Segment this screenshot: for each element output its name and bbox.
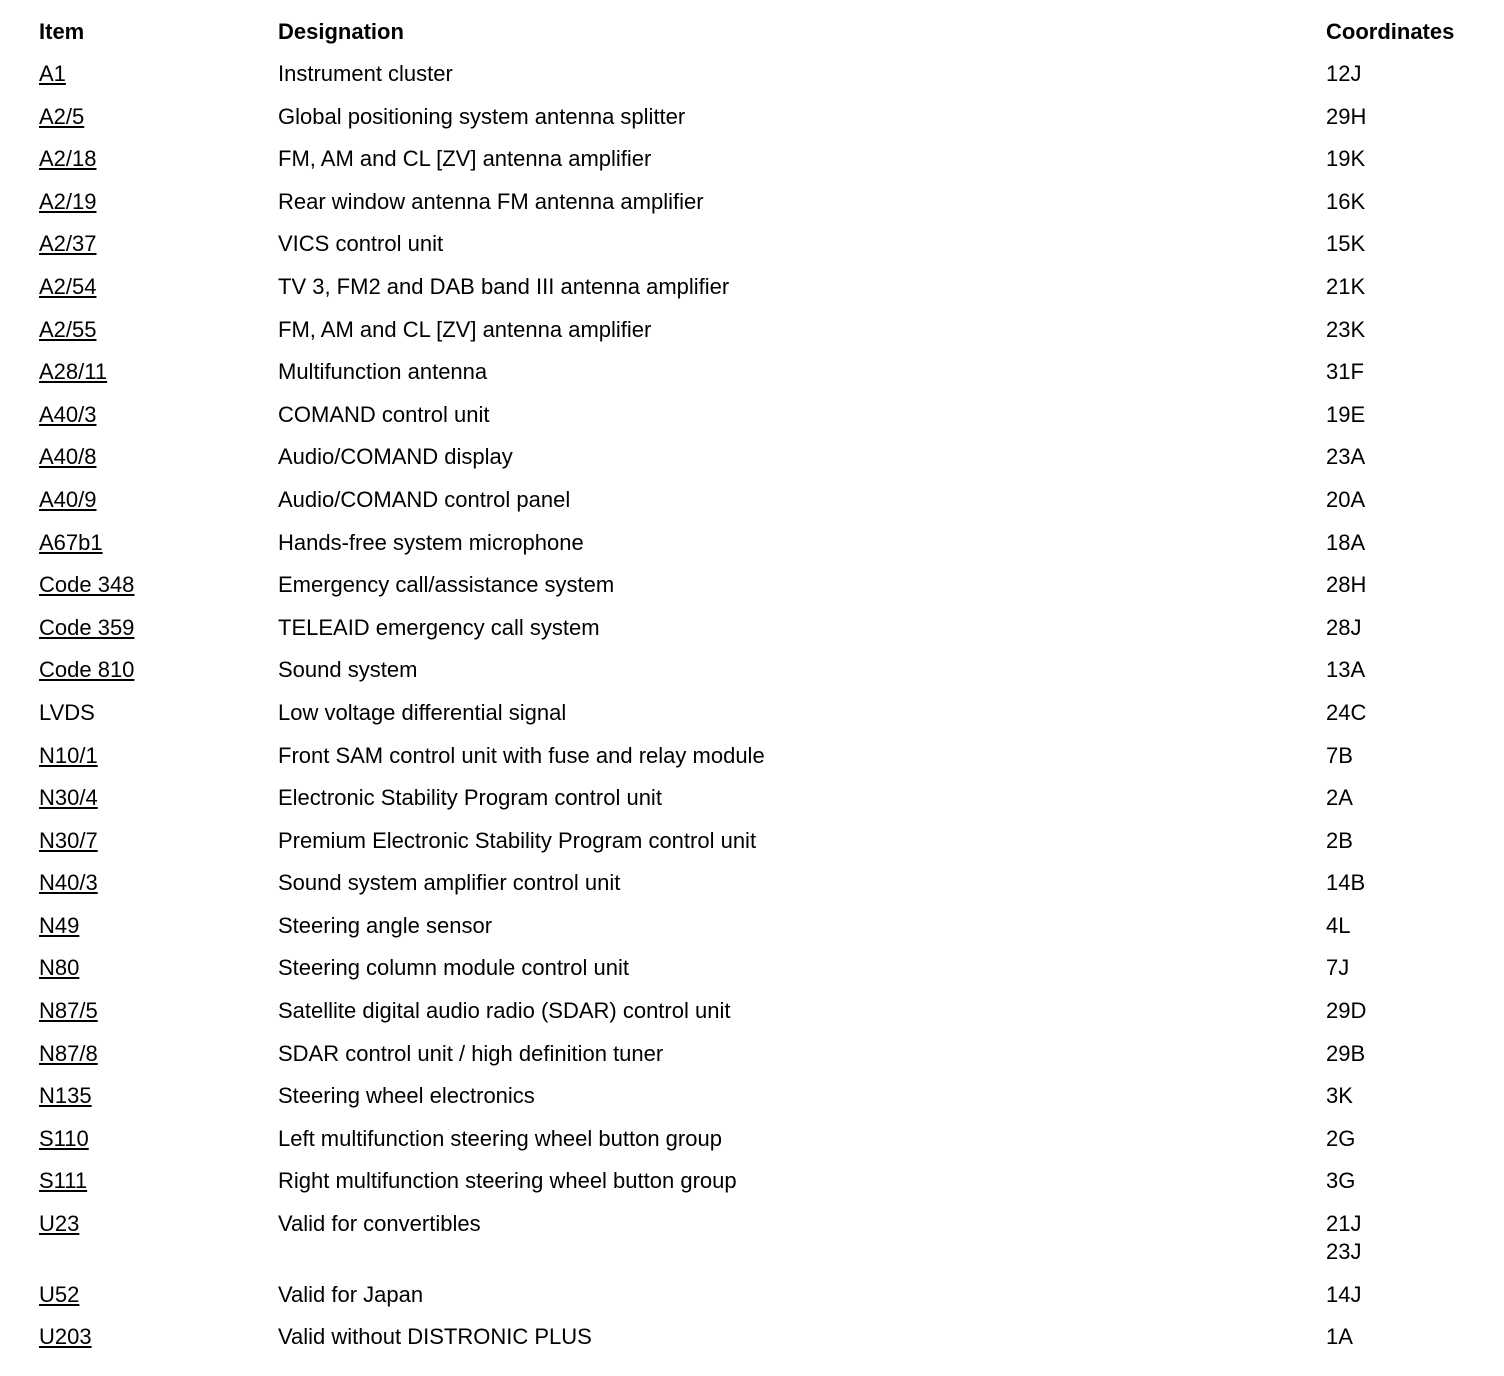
coordinate-value: 23J — [1326, 1239, 1362, 1265]
coordinate-value: 7J — [1326, 955, 1350, 981]
item-link[interactable]: U203 — [39, 1324, 92, 1350]
designation-cell: FM, AM and CL [ZV] antenna amplifier — [278, 316, 652, 342]
coordinates-cell — [1326, 699, 1479, 727]
coordinate-value: 1A — [1326, 1324, 1353, 1350]
coordinate-value: 2B — [1326, 827, 1353, 853]
coordinate-value: 23A — [1326, 444, 1366, 470]
designation-cell: VICS control unit — [278, 231, 444, 257]
table-row — [39, 784, 1479, 827]
item-link[interactable]: U52 — [39, 1281, 80, 1307]
designation-cell: Steering wheel electronics — [278, 1083, 535, 1109]
header-designation: Designation — [278, 19, 404, 44]
coordinate-value: 28J — [1326, 614, 1362, 640]
designation-cell: FM, AM and CL [ZV] antenna amplifier — [278, 146, 652, 172]
table-row — [39, 1210, 1479, 1281]
header-coordinates: Coordinates — [1326, 19, 1455, 44]
coordinate-value: 24C — [1326, 699, 1367, 725]
designation-cell: Right multifunction steering wheel button group — [278, 1168, 737, 1194]
table-row — [39, 742, 1479, 785]
coordinates-cell — [1326, 869, 1479, 897]
table-row — [39, 103, 1479, 146]
table-row — [39, 60, 1479, 103]
item-link[interactable]: A40/3 — [39, 401, 97, 427]
coordinate-value: 28H — [1326, 572, 1367, 598]
coordinates-cell — [1326, 188, 1479, 216]
coordinates-cell — [1326, 954, 1479, 982]
coordinates-cell — [1326, 443, 1479, 471]
component-legend-table — [39, 14, 1479, 1366]
designation-cell: Valid without DISTRONIC PLUS — [278, 1324, 592, 1350]
table-row — [39, 1125, 1479, 1168]
coordinate-value: 3K — [1326, 1083, 1353, 1109]
designation-cell: Sound system — [278, 657, 418, 683]
item-link[interactable]: A67b1 — [39, 529, 103, 555]
item-link[interactable]: N30/4 — [39, 785, 98, 811]
table-row — [39, 997, 1479, 1040]
coordinate-value: 3G — [1326, 1168, 1356, 1194]
item-link[interactable]: A2/18 — [39, 146, 97, 172]
designation-cell: Satellite digital audio radio (SDAR) control unit — [278, 998, 731, 1024]
coordinates-cell — [1326, 1082, 1479, 1110]
designation-cell: Audio/COMAND control panel — [278, 486, 571, 512]
table-row — [39, 656, 1479, 699]
designation-cell: Front SAM control unit with fuse and relay module — [278, 742, 765, 768]
table-row — [39, 614, 1479, 657]
designation-cell: Instrument cluster — [278, 61, 453, 86]
item-link[interactable]: N80 — [39, 955, 80, 981]
coordinate-value: 19K — [1326, 146, 1366, 172]
table-row — [39, 827, 1479, 870]
coordinates-cell — [1326, 273, 1479, 301]
item-link[interactable]: A2/19 — [39, 188, 97, 214]
item-link[interactable]: N87/8 — [39, 1040, 98, 1066]
item-link[interactable]: S110 — [39, 1125, 89, 1151]
table-row — [39, 188, 1479, 231]
table-row — [39, 145, 1479, 188]
coordinates-cell — [1326, 614, 1479, 642]
designation-cell: Emergency call/assistance system — [278, 572, 615, 598]
coordinate-value: 29B — [1326, 1040, 1366, 1066]
item-link[interactable]: A1 — [39, 61, 66, 86]
header-item: Item — [39, 19, 85, 44]
coordinates-cell — [1326, 529, 1479, 557]
item-link[interactable]: A40/8 — [39, 444, 97, 470]
item-label: LVDS — [39, 699, 95, 725]
item-link[interactable]: A40/9 — [39, 486, 97, 512]
item-link[interactable]: N49 — [39, 912, 80, 938]
coordinate-value: 7B — [1326, 742, 1353, 768]
designation-cell: SDAR control unit / high definition tuner — [278, 1040, 664, 1066]
designation-cell: Multifunction antenna — [278, 359, 488, 385]
designation-cell: TV 3, FM2 and DAB band III antenna amplifier — [278, 273, 730, 299]
table-row — [39, 273, 1479, 316]
designation-cell: Rear window antenna FM antenna amplifier — [278, 188, 704, 214]
item-link[interactable]: A2/55 — [39, 316, 97, 342]
designation-cell: Steering column module control unit — [278, 955, 629, 981]
table-row — [39, 954, 1479, 997]
coordinates-cell — [1326, 145, 1479, 173]
table-row — [39, 443, 1479, 486]
item-link[interactable]: N135 — [39, 1083, 92, 1109]
table-row — [39, 1323, 1479, 1366]
coordinate-value: 29D — [1326, 998, 1367, 1024]
coordinate-value: 20A — [1326, 486, 1366, 512]
coordinates-cell — [1326, 784, 1479, 812]
coordinates-cell — [1326, 997, 1479, 1025]
item-link[interactable]: Code 348 — [39, 572, 135, 598]
table-row — [39, 1167, 1479, 1210]
designation-cell: Sound system amplifier control unit — [278, 870, 621, 896]
coordinate-value: 14J — [1326, 1281, 1362, 1307]
table-row — [39, 571, 1479, 614]
coordinates-cell — [1326, 656, 1479, 684]
item-link[interactable]: A28/11 — [39, 359, 108, 385]
coordinates-cell — [1326, 401, 1479, 429]
table-row — [39, 316, 1479, 359]
table-row — [39, 1281, 1479, 1324]
item-link[interactable]: N30/7 — [39, 827, 98, 853]
designation-cell: Premium Electronic Stability Program control unit — [278, 827, 757, 853]
coordinate-value: 16K — [1326, 188, 1366, 214]
designation-cell: Left multifunction steering wheel button group — [278, 1125, 722, 1151]
coordinate-value: 19E — [1326, 401, 1366, 427]
item-link[interactable]: N10/1 — [39, 742, 98, 768]
coordinates-cell — [1326, 571, 1479, 599]
coordinate-value: 29H — [1326, 103, 1367, 129]
coordinate-value: 15K — [1326, 231, 1366, 257]
coordinates-cell — [1326, 742, 1479, 770]
item-link[interactable]: A2/5 — [39, 103, 85, 129]
designation-cell: Steering angle sensor — [278, 912, 493, 938]
table-row — [39, 401, 1479, 444]
table-row — [39, 1082, 1479, 1125]
coordinates-cell — [1326, 103, 1479, 131]
table-row — [39, 486, 1479, 529]
item-link[interactable]: Code 359 — [39, 614, 135, 640]
designation-cell: Audio/COMAND display — [278, 444, 513, 470]
designation-cell: Valid for convertibles — [278, 1211, 481, 1237]
coordinate-value: 2A — [1326, 785, 1353, 811]
coordinates-cell — [1326, 358, 1479, 386]
designation-cell: TELEAID emergency call system — [278, 614, 600, 640]
table-row — [39, 230, 1479, 273]
item-link[interactable]: S111 — [39, 1168, 88, 1194]
designation-cell: Low voltage differential signal — [278, 699, 567, 725]
coordinate-value: 2G — [1326, 1125, 1356, 1151]
coordinates-cell — [1326, 1167, 1479, 1195]
coordinates-cell — [1326, 316, 1479, 344]
item-link[interactable]: U23 — [39, 1211, 80, 1237]
designation-cell: Valid for Japan — [278, 1281, 424, 1307]
coordinates-cell — [1326, 230, 1479, 258]
item-link[interactable]: N87/5 — [39, 998, 98, 1024]
table-row — [39, 869, 1479, 912]
item-link[interactable]: A2/54 — [39, 273, 97, 299]
coordinate-value: 14B — [1326, 870, 1366, 896]
table-row — [39, 529, 1479, 572]
item-link[interactable]: N40/3 — [39, 870, 98, 896]
designation-cell: COMAND control unit — [278, 401, 490, 427]
item-link[interactable]: A2/37 — [39, 231, 97, 257]
coordinate-value: 23K — [1326, 316, 1366, 342]
coordinates-cell — [1326, 486, 1479, 514]
coordinate-value: 12J — [1326, 61, 1362, 86]
coordinates-cell — [1326, 60, 1479, 88]
table-row — [39, 1040, 1479, 1083]
table-row — [39, 358, 1479, 401]
table-header-row — [39, 14, 1479, 60]
coordinates-cell — [1326, 1040, 1479, 1068]
coordinate-value: 4L — [1326, 912, 1351, 938]
coordinate-value: 13A — [1326, 657, 1366, 683]
coordinates-cell — [1326, 1281, 1479, 1309]
coordinates-cell — [1326, 912, 1479, 940]
coordinate-value: 21K — [1326, 273, 1366, 299]
table-row — [39, 912, 1479, 955]
coordinates-cell — [1326, 1210, 1479, 1266]
coordinate-value: 21J — [1326, 1211, 1362, 1237]
designation-cell: Hands-free system microphone — [278, 529, 584, 555]
coordinate-value: 18A — [1326, 529, 1366, 555]
item-link[interactable]: Code 810 — [39, 657, 135, 683]
coordinates-cell — [1326, 1323, 1479, 1351]
table-row — [39, 699, 1479, 742]
coordinate-value: 31F — [1326, 359, 1364, 385]
designation-cell: Electronic Stability Program control unit — [278, 785, 662, 811]
coordinates-cell — [1326, 827, 1479, 855]
designation-cell: Global positioning system antenna splitter — [278, 103, 686, 129]
coordinates-cell — [1326, 1125, 1479, 1153]
